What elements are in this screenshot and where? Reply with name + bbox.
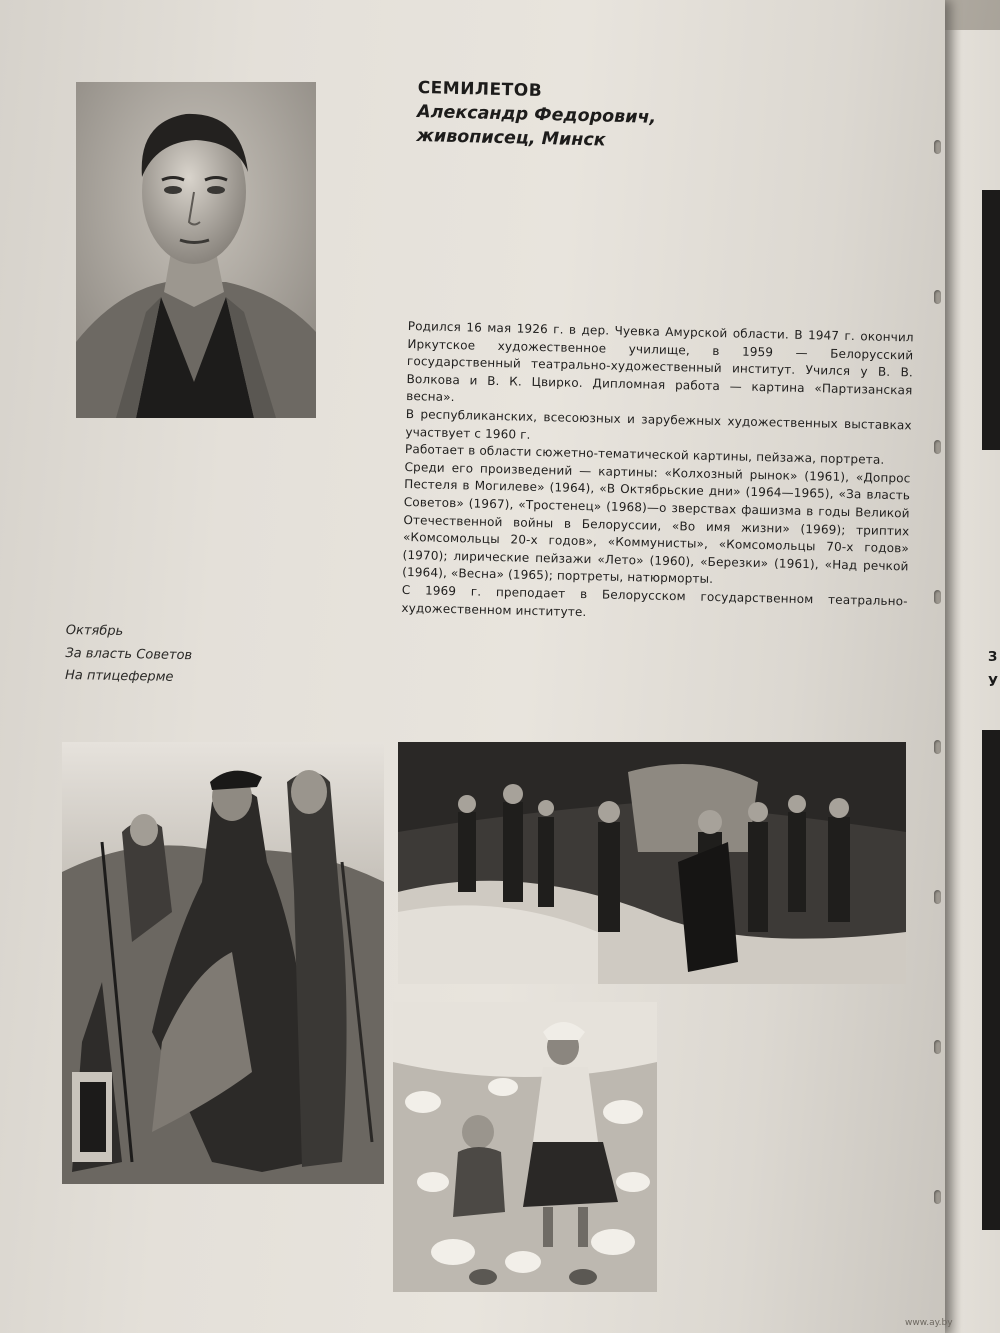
- bio-paragraph: С 1969 г. преподает в Белорусском государственном театрально-художественном институте.: [401, 582, 908, 619]
- artist-profession-city: живописец, Минск: [416, 125, 606, 151]
- binding-hole: [934, 590, 941, 604]
- painting-october: [62, 742, 384, 1184]
- bio-paragraph: Родился 16 мая 1926 г. в дер. Чуевка Амурской области. В 1947 г. окончил Иркутское художественное училище, в 1959 — Белорусский государственный театрально-художественный институт. Учился у В. В. Волкова и В. К. Цвирко. Дипломная работа — картина «Партизанская весна».: [406, 318, 914, 405]
- binding-hole: [934, 890, 941, 904]
- painting-poultry-farm: [393, 1002, 657, 1292]
- binding-hole: [934, 740, 941, 754]
- next-page-photo-strip: [982, 190, 1000, 450]
- binding-hole: [934, 290, 941, 304]
- painting-for-soviet-power: [398, 742, 906, 984]
- bio-paragraph: Среди его произведений — картины: «Колхозный рынок» (1961), «Допрос Пестеля в Могилеве» (1964), «В Октябрьские дни» (1964—1965), «За власть Советов» (1967), «Тростенец» (1968)—о зверствах фашизма в годы Великой Отечественной войны в Белоруссии, «Во имя жизни» (1969); триптих «Комсомольцы 20-х годов», «Коммунисты», «Комсомольцы 70-х годов» (1970); лирические пейзажи «Лето» (1960), «Березки» (1961), «Над речкой (1964), «Весна» (1965); портреты, натюрморты.: [402, 459, 911, 587]
- caption-october: Октябрь: [65, 622, 124, 639]
- watermark: www.ay.by: [905, 1318, 953, 1328]
- next-page-letter: У: [988, 675, 999, 690]
- painting-captions: [65, 620, 266, 691]
- binding-hole: [934, 440, 941, 454]
- next-page-edge: [945, 30, 1000, 1333]
- next-page-letter: З: [988, 650, 998, 665]
- artist-full-name: Александр Федорович,: [416, 101, 657, 128]
- bio-paragraph: Работает в области сюжетно-тематической картины, пейзажа, портрета.: [404, 442, 885, 467]
- bio-paragraph: В республиканских, всесоюзных и зарубежных художественных выставках участвует с 1960 г.: [405, 406, 912, 442]
- binding-hole: [934, 1040, 941, 1054]
- biography-text: [401, 318, 914, 628]
- artist-surname: СЕМИЛЕТОВ: [417, 77, 543, 102]
- artist-heading: [416, 76, 898, 160]
- portrait-photo: [76, 82, 316, 418]
- next-page-photo-strip: [982, 730, 1000, 1230]
- binding-hole: [934, 140, 941, 154]
- caption-for-soviet-power: За власть Советов: [65, 645, 193, 663]
- caption-poultry-farm: На птицеферме: [64, 667, 174, 685]
- binding-hole: [934, 1190, 941, 1204]
